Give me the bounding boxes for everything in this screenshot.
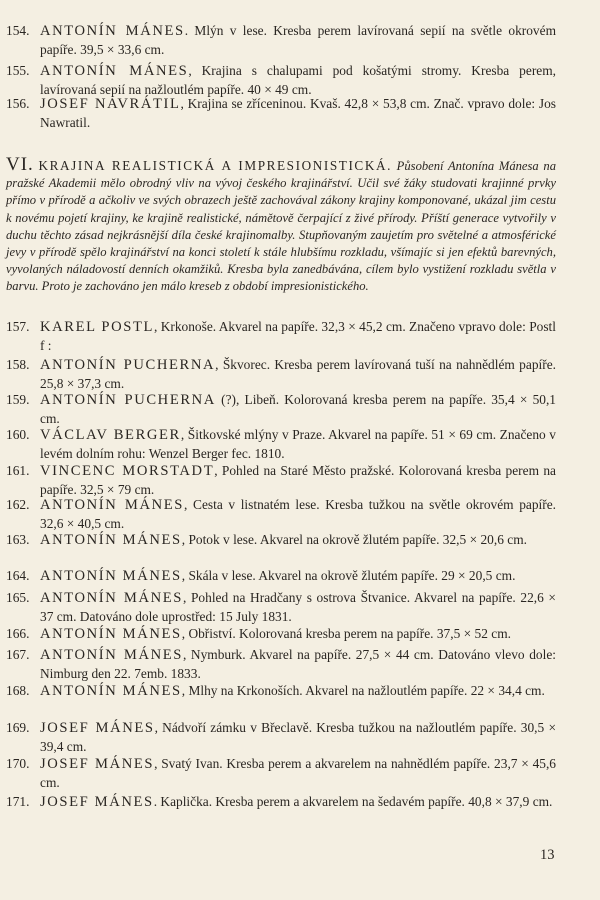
artist-name: ANTONÍN MÁNES	[40, 590, 184, 606]
entry-number: 169.	[6, 720, 30, 735]
entry-description: , Obřiství. Kolorovaná kresba perem na papíře. 37,5 × 52 cm.	[181, 626, 511, 641]
page-number: 13	[540, 847, 555, 863]
entry-body	[40, 391, 556, 428]
entry-number: 162.	[6, 497, 30, 512]
artist-name: ANTONÍN MÁNES	[40, 23, 185, 39]
entry-number: 170.	[6, 756, 30, 771]
entry-number: 159.	[6, 392, 30, 407]
entry-body	[40, 318, 556, 355]
entry-body	[40, 62, 556, 99]
artist-name: ANTONÍN MÁNES	[40, 568, 182, 584]
entry-description: , Krkonoše. Akvarel na papíře. 32,3 × 45,2 cm. Značeno vpravo dole: Postl f :	[40, 319, 556, 353]
entry-body	[40, 625, 556, 644]
entry-body	[40, 531, 556, 550]
entry-number: 160.	[6, 427, 30, 442]
section-title: KRAJINA REALISTICKÁ A IMPRESIONISTICKÁ.	[38, 158, 392, 173]
artist-name: ANTONÍN MÁNES	[40, 626, 182, 642]
entry-description: , Nádvoří zámku v Břeclavě. Kresba tužkou na nažloutlém papíře. 30,5 × 39,4 cm.	[40, 720, 556, 754]
entry-body	[40, 496, 556, 533]
entry-body	[40, 719, 556, 756]
entry-body	[40, 793, 556, 812]
entry-body	[40, 646, 556, 683]
artist-name: JOSEF MÁNES	[40, 720, 155, 736]
artist-name: ANTONÍN MÁNES	[40, 647, 183, 663]
artist-name: JOSEF NAVRÁTIL	[40, 96, 181, 112]
entry-description: , Škvorec. Kresba perem lavírovaná tuší na nahnědlém papíře. 25,8 × 37,3 cm.	[40, 357, 556, 391]
artist-name: JOSEF MÁNES	[40, 756, 155, 772]
artist-name: ANTONÍN MÁNES	[40, 63, 189, 79]
section-text: Působení Antonína Mánesa na pražské Akademii mělo obrodný vliv na vývoj českého krajinářství. Učil své žáky studovati krajinné prvky přímo v přírodě a ačkoliv ve svých obrazech ještě zachovával zákony krajiny komponované, ukázal jim cestu k novému pojetí krajiny, ke krajině realistické, námětově čerpající z živé přírody. Příští generace vytvořily v duchu těchto zásad nejkrásnější díla české krajinomalby. Stupňovaným zaujetím pro světelné a atmosférické jevy v přírodě spělo krajinářství na konci století k stále hlubšímu rozkladu, všímajíc si jen efektů barevných, vyvolaných náladovostí denních okamžiků. Kresba byla zanedbávána, cílem bylo vystižení rozkladu světla v barvu. Proto je zachováno jen málo kreseb z období impresionistického.	[6, 159, 556, 294]
artist-name: ANTONÍN PUCHERNA	[40, 357, 216, 373]
artist-name: KAREL POSTL	[40, 319, 154, 335]
entry-number: 168.	[6, 683, 30, 698]
entry-number: 161.	[6, 463, 30, 478]
artist-name: VÁCLAV BERGER	[40, 427, 181, 443]
entry-body	[40, 682, 556, 701]
entry-number: 163.	[6, 532, 30, 547]
entry-body	[40, 589, 556, 626]
artist-name: ANTONÍN MÁNES	[40, 532, 182, 548]
entry-body	[40, 356, 556, 393]
entry-description: (?), Libeň. Kolorovaná kresba perem na papíře. 35,4 × 50,1 cm.	[40, 392, 556, 426]
entry-number: 165.	[6, 590, 30, 605]
entry-number: 164.	[6, 568, 30, 583]
section-numeral: VI.	[6, 154, 34, 175]
entry-number: 158.	[6, 357, 30, 372]
entry-description: , Krajina se zříceninou. Kvaš. 42,8 × 53,8 cm. Znač. vpravo dole: Jos Nawratil.	[40, 96, 556, 130]
entry-description: , Cesta v listnatém lese. Kresba tužkou na světle okrovém papíře. 32,6 × 40,5 cm.	[40, 497, 556, 531]
entry-body	[40, 755, 556, 792]
entry-body	[40, 567, 556, 586]
entry-description: . Kaplička. Kresba perem a akvarelem na šedavém papíře. 40,8 × 37,9 cm.	[153, 794, 553, 809]
entry-number: 166.	[6, 626, 30, 641]
entry-description: . Mlýn v lese. Kresba perem lavírovaná sepií na světle okrovém papíře. 39,5 × 33,6 cm.	[40, 23, 556, 57]
artist-name: ANTONÍN PUCHERNA	[40, 392, 216, 408]
entry-description: , Krajina s chalupami pod košatými stromy. Kresba perem, lavírovaná sepií na nažloutlém papíře. 40 × 49 cm.	[40, 63, 556, 97]
entry-body	[40, 426, 556, 463]
entry-description: , Mlhy na Krkonoších. Akvarel na nažloutlém papíře. 22 × 34,4 cm.	[181, 683, 545, 698]
entry-description: , Skála v lese. Akvarel na okrově žlutém papíře. 29 × 20,5 cm.	[181, 568, 516, 583]
entry-number: 154.	[6, 23, 30, 38]
entry-description: , Svatý Ivan. Kresba perem a akvarelem na nahnědlém papíře. 23,7 × 45,6 cm.	[40, 756, 556, 790]
entry-number: 167.	[6, 647, 30, 662]
artist-name: JOSEF MÁNES	[40, 794, 154, 810]
artist-name: VINCENC MORSTADT	[40, 463, 215, 479]
entry-number: 171.	[6, 794, 30, 809]
entry-description: , Pohled na Staré Město pražské. Kolorovaná kresba perem na papíře. 32,5 × 79 cm.	[40, 463, 556, 497]
entry-body	[40, 462, 556, 499]
entry-description: , Šitkovské mlýny v Praze. Akvarel na papíře. 51 × 69 cm. Značeno v levém dolním rohu: Wenzel Berger fec. 1810.	[40, 427, 556, 461]
entry-description: , Pohled na Hradčany s ostrova Štvanice. Akvarel na papíře. 22,6 × 37 cm. Datováno dole uprostřed: 15 July 1831.	[40, 590, 556, 624]
entry-number: 156.	[6, 96, 30, 111]
artist-name: ANTONÍN MÁNES	[40, 683, 182, 699]
entry-number: 155.	[6, 63, 30, 78]
entry-number: 157.	[6, 319, 30, 334]
entry-body	[40, 22, 556, 59]
entry-description: , Potok v lese. Akvarel na okrově žlutém papíře. 32,5 × 20,6 cm.	[181, 532, 527, 547]
entry-description: , Nymburk. Akvarel na papíře. 27,5 × 44 cm. Datováno vlevo dole: Nimburg den 22. 7emb. 1833.	[40, 647, 556, 681]
entry-body	[40, 95, 556, 132]
section-intro	[6, 156, 556, 296]
artist-name: ANTONÍN MÁNES	[40, 497, 185, 513]
